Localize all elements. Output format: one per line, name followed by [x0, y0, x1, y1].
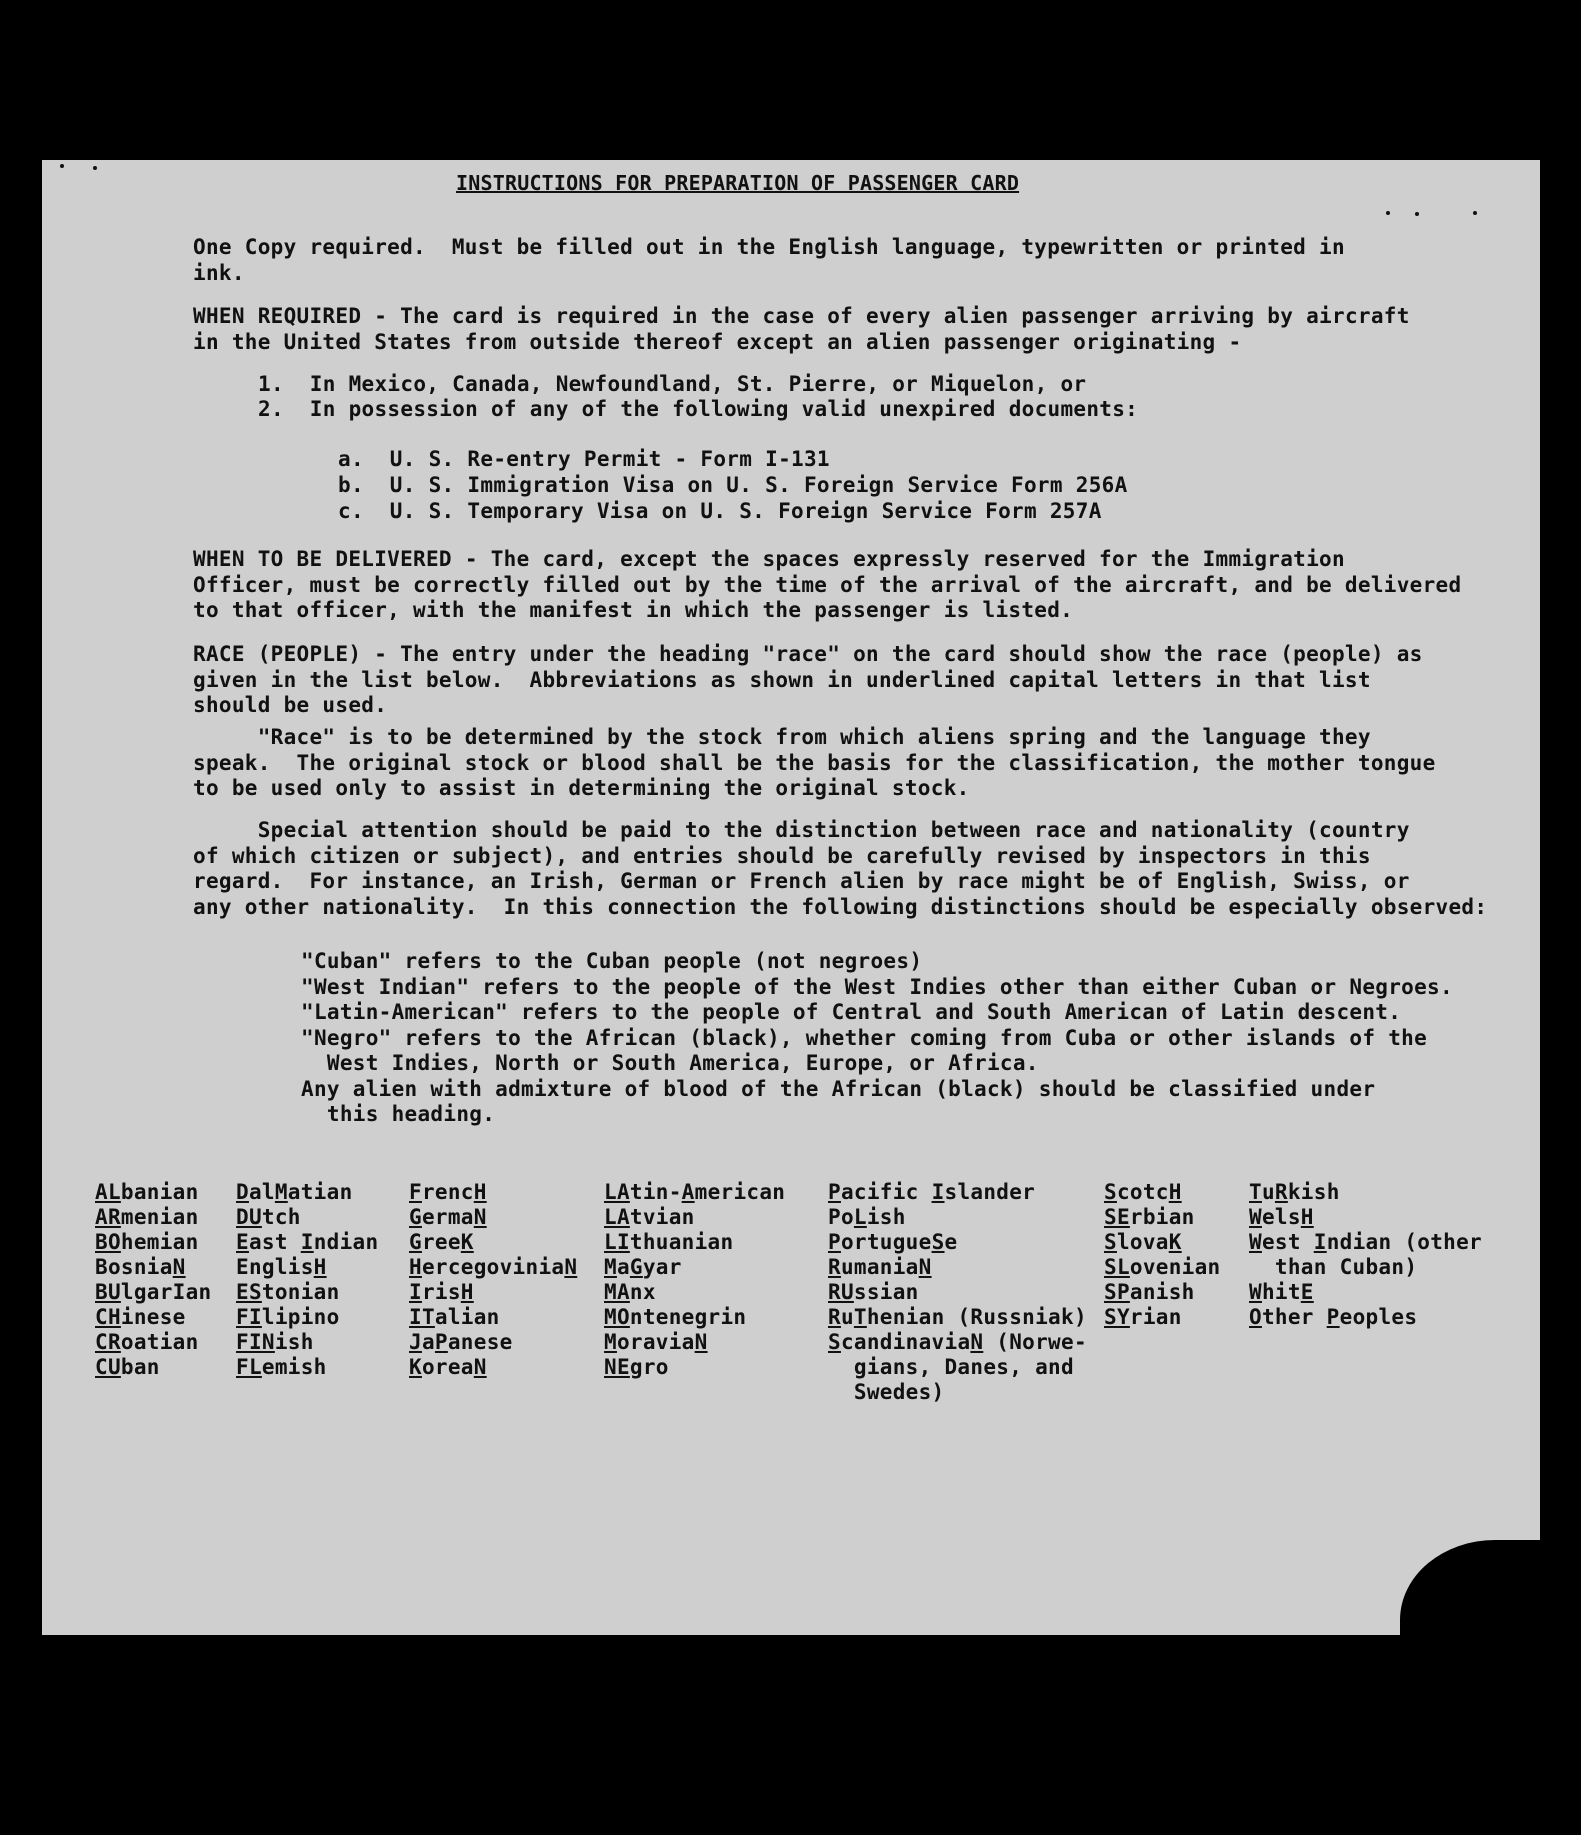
race-item: SErbian [1104, 1205, 1195, 1229]
when-delivered-heading: WHEN TO BE DELIVERED [193, 547, 452, 571]
race-item: PoLish [828, 1205, 906, 1229]
document-subitem: a. U. S. Re-entry Permit - Form I-131 [338, 447, 830, 471]
race-item: CRoatian [95, 1330, 199, 1354]
when-required-paragraph [193, 304, 1410, 355]
race-item: TuRkish [1249, 1180, 1340, 1204]
race-item: KoreaN [409, 1355, 487, 1379]
speck [1386, 211, 1390, 215]
race-item: MaGyar [604, 1255, 682, 1279]
race-item: PortugueSe [828, 1230, 958, 1254]
page-title: INSTRUCTIONS FOR PREPARATION OF PASSENGER CARD [456, 171, 1020, 195]
race-item: EnglisH [236, 1255, 327, 1279]
race-item: ITalian [409, 1305, 500, 1329]
race-item: SLovenian [1104, 1255, 1221, 1279]
when-delivered-text: - The card, except the spaces expressly reserved for the Immigration Officer, must be correctly filled out by the time of the arrival of the aircraft, and be delivered to that officer, with the manifest in which the passenger is listed. [193, 547, 1462, 622]
race-item: HercegoviniaN [409, 1255, 578, 1279]
when-required-text: - The card is required in the case of every alien passenger arriving by aircraft in the United States from outside thereof except an alien passenger originating - [193, 304, 1410, 354]
race-column-4 [604, 1180, 785, 1380]
intro-paragraph: One Copy required. Must be filled out in the English language, typewritten or printed in ink. [193, 235, 1345, 285]
list-item: 2. In possession of any of the following valid unexpired documents: [258, 397, 1139, 421]
race-item: JaPanese [409, 1330, 513, 1354]
race-item: IrisH [409, 1280, 474, 1304]
race-item: EStonian [236, 1280, 340, 1304]
race-item: RuThenian (Russniak) [828, 1305, 1087, 1329]
race-item: ScandinaviaN (Norwe- [828, 1330, 1087, 1354]
race-item: NEgro [604, 1355, 669, 1379]
race-paragraph-2: "Race" is to be determined by the stock from which aliens spring and the language they speak. The original stock or blood shall be the basis for the classification, the mother tongue to be used only to assist in determining the original stock. [193, 725, 1436, 800]
race-column-5 [828, 1180, 1087, 1405]
race-item: CUban [95, 1355, 160, 1379]
race-item: Swedes) [828, 1380, 945, 1404]
race-heading: RACE (PEOPLE) [193, 642, 362, 666]
race-item: MoraviaN [604, 1330, 708, 1354]
race-item: GermaN [409, 1205, 487, 1229]
race-item: Pacific Islander [828, 1180, 1036, 1204]
race-item: FINish [236, 1330, 314, 1354]
race-item: BUlgarIan [95, 1280, 212, 1304]
race-item: WelsH [1249, 1205, 1314, 1229]
race-item: DUtch [236, 1205, 301, 1229]
when-delivered-paragraph [193, 547, 1461, 624]
race-item: LAtvian [604, 1205, 695, 1229]
speck [1473, 211, 1477, 215]
race-paragraph [193, 642, 1423, 719]
race-item: SYrian [1104, 1305, 1182, 1329]
race-column-6 [1104, 1180, 1221, 1330]
race-item: FrencH [409, 1180, 487, 1204]
race-item: DalMatian [236, 1180, 353, 1204]
race-item: CHinese [95, 1305, 186, 1329]
race-column-7 [1249, 1180, 1482, 1330]
race-column-1 [95, 1180, 212, 1380]
race-item: BOhemian [95, 1230, 199, 1254]
document-subitem: c. U. S. Temporary Visa on U. S. Foreign Service Form 257A [338, 499, 1102, 523]
race-item: SPanish [1104, 1280, 1195, 1304]
race-item: gians, Danes, and [828, 1355, 1074, 1379]
race-item: ALbanian [95, 1180, 199, 1204]
race-item: MAnx [604, 1280, 656, 1304]
distinctions-block: "Cuban" refers to the Cuban people (not negroes) "West Indian" refers to the people of the West Indies other than either Cuban or Negroes. "Latin-American" refers to the people of Central and South American of Latin descent. "Negro" refers to the African (black), whether coming from Cuba or other islands of the West Indies, North or South America, Europe, or Africa. Any alien with admixture of blood of the African (black) should be classified under this heading. [301, 949, 1453, 1126]
race-item: LAtin-American [604, 1180, 786, 1204]
race-item: WhitE [1249, 1280, 1314, 1304]
race-item: FLemish [236, 1355, 327, 1379]
race-paragraph-3: Special attention should be paid to the distinction between race and nationality (country of which citizen or subject), and entries should be carefully revised by inspectors in this regard. For instance, an Irish, German or French alien by race might be of English, Swiss, or any other nationality. In this connection the following distinctions should be especially observed: [193, 818, 1488, 919]
race-column-2 [236, 1180, 378, 1380]
race-item: RUssian [828, 1280, 919, 1304]
race-item: East Indian [236, 1230, 379, 1254]
race-item: SlovaK [1104, 1230, 1182, 1254]
document-subitem: b. U. S. Immigration Visa on U. S. Foreign Service Form 256A [338, 473, 1128, 497]
race-item: West Indian (other [1249, 1230, 1483, 1254]
race-column-3 [409, 1180, 577, 1380]
when-required-heading: WHEN REQUIRED [193, 304, 362, 328]
race-item: FIlipino [236, 1305, 340, 1329]
race-item: ARmenian [95, 1205, 199, 1229]
race-item: GreeK [409, 1230, 474, 1254]
speck [93, 166, 97, 170]
race-item: than Cuban) [1249, 1255, 1418, 1279]
race-item: LIthuanian [604, 1230, 734, 1254]
race-item: Other Peoples [1249, 1305, 1418, 1329]
race-item: MOntenegrin [604, 1305, 747, 1329]
race-item: ScotcH [1104, 1180, 1182, 1204]
race-text: - The entry under the heading "race" on the card should show the race (people) as given in the list below. Abbreviations as shown in underlined capital letters in that list should be used. [193, 642, 1423, 717]
race-item: RumaniaN [828, 1255, 932, 1279]
list-item: 1. In Mexico, Canada, Newfoundland, St. Pierre, or Miquelon, or [258, 372, 1087, 396]
race-item: BosniaN [95, 1255, 186, 1279]
speck [60, 164, 64, 168]
speck [1415, 212, 1419, 216]
